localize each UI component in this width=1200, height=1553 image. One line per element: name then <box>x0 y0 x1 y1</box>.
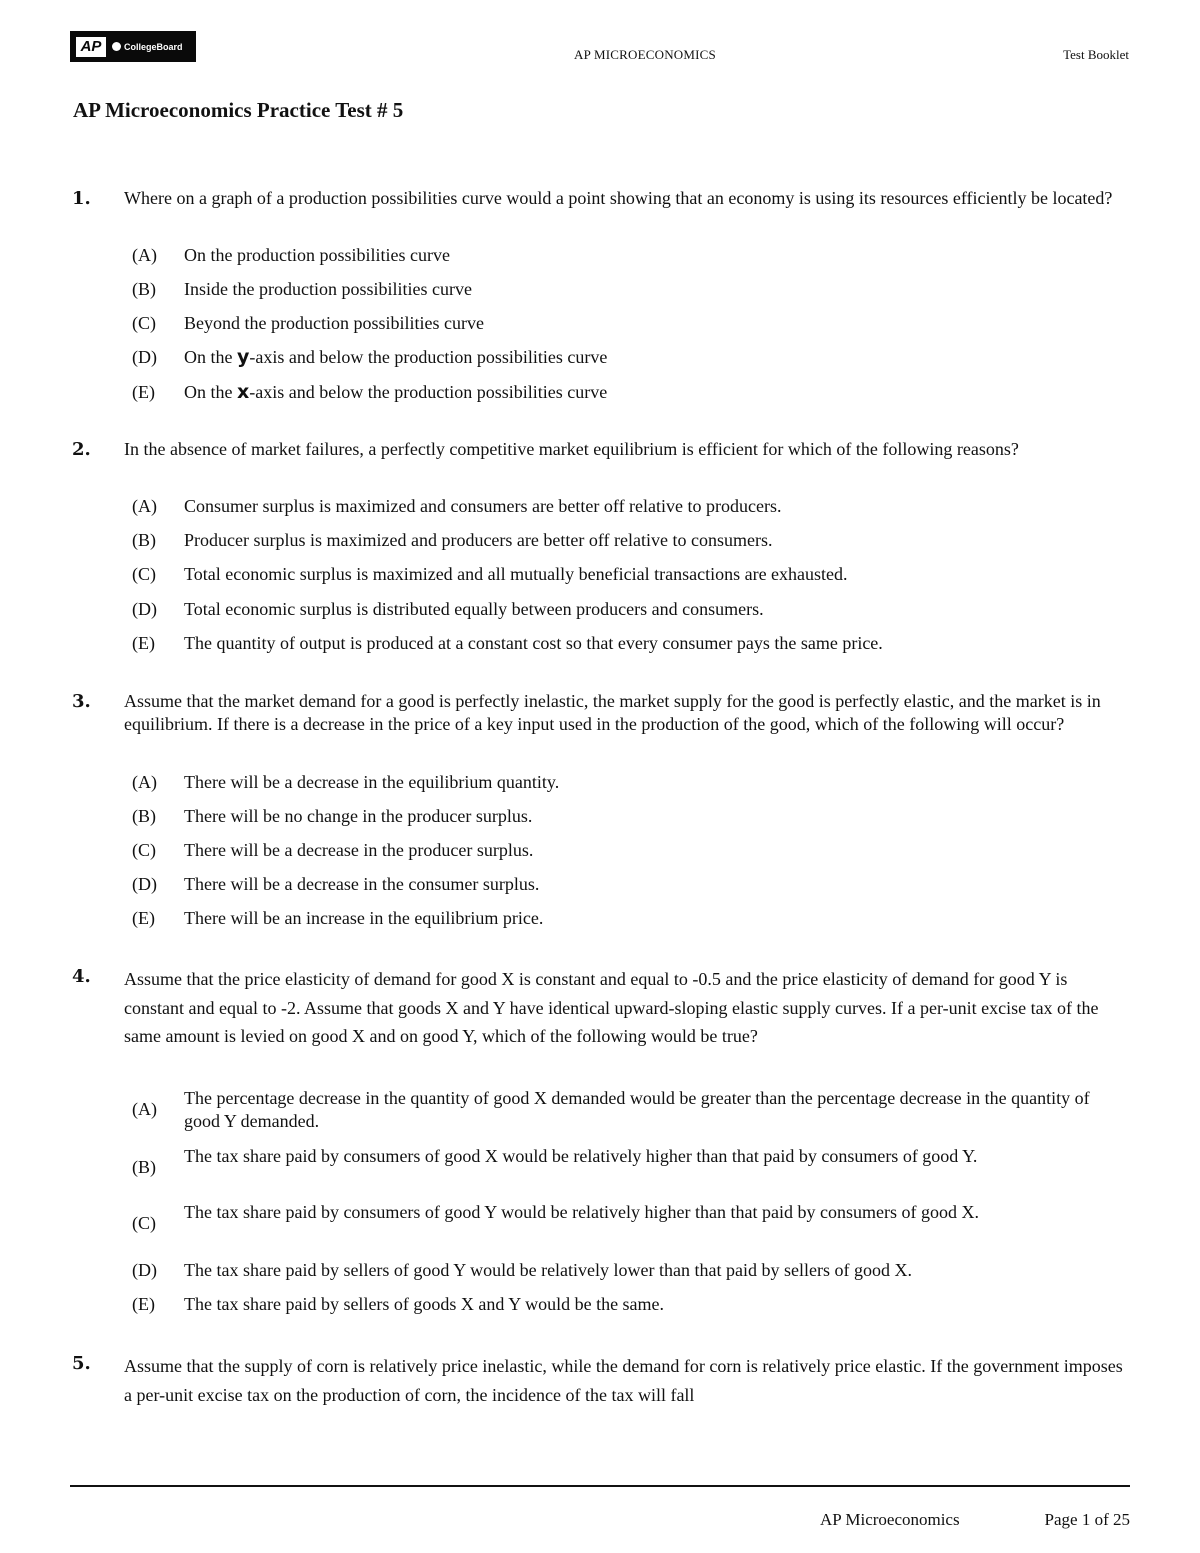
option-label: (B) <box>132 530 156 550</box>
option-text: The tax share paid by sellers of goods X and Y would be the same. <box>184 1294 665 1314</box>
option-text: Total economic surplus is distributed equally between producers and consumers. <box>184 599 764 619</box>
header-subject: AP MICROECONOMICS <box>574 47 716 62</box>
option-text: Total economic surplus is maximized and all mutually beneficial transactions are exhausted. <box>184 564 848 584</box>
ap-logo-text: AP <box>80 38 102 55</box>
option-c[interactable] <box>132 839 1132 863</box>
collegeboard-wordmark: CollegeBoard <box>124 41 183 52</box>
collegeboard-logo-text <box>112 42 183 52</box>
option-e[interactable] <box>132 632 1132 656</box>
option-label: (C) <box>132 564 156 584</box>
option-text: The tax share paid by sellers of good Y would be relatively lower than that paid by sellers of good X. <box>184 1260 912 1280</box>
option-label: (A) <box>132 245 157 265</box>
option-label: (D) <box>132 1260 157 1280</box>
question-text: Assume that the market demand for a good is perfectly inelastic, the market supply for the good is perfectly elastic, and the market is in equilibrium. If there is a decrease in the price of a key input used in the production of the good, which of the following will occur? <box>124 691 1101 734</box>
option-d[interactable] <box>132 873 1132 897</box>
option-a[interactable] <box>132 771 1132 795</box>
option-text: The quantity of output is produced at a constant cost so that every consumer pays the same price. <box>184 633 883 653</box>
option-label: (D) <box>132 874 157 894</box>
option-label: (B) <box>132 279 156 299</box>
option-a[interactable] <box>132 244 1132 268</box>
option-text: There will be a decrease in the consumer surplus. <box>184 874 540 894</box>
option-text-pre: On the <box>184 382 237 402</box>
footer-divider <box>70 1485 1130 1487</box>
option-label: (E) <box>132 633 155 653</box>
option-e[interactable] <box>132 381 1132 405</box>
question-number: 1. <box>72 188 91 209</box>
option-text <box>184 346 1124 369</box>
option-label: (A) <box>132 772 157 792</box>
option-d[interactable] <box>132 598 1132 622</box>
option-d[interactable] <box>132 346 1132 370</box>
option-b[interactable] <box>132 529 1132 553</box>
footer-subject: AP Microeconomics <box>820 1510 960 1529</box>
option-label: (A) <box>132 1099 157 1119</box>
option-text <box>184 381 1124 404</box>
option-b[interactable] <box>132 805 1132 829</box>
option-text: There will be a decrease in the equilibrium quantity. <box>184 772 560 792</box>
axis-variable: y <box>237 346 250 368</box>
option-c[interactable] <box>132 563 1132 587</box>
option-c[interactable] <box>132 312 1132 336</box>
acorn-icon <box>112 42 121 51</box>
option-text: Producer surplus is maximized and producers are better off relative to consumers. <box>184 530 773 550</box>
option-text-pre: On the <box>184 347 237 367</box>
option-label: (E) <box>132 382 155 402</box>
ap-logo-mark <box>76 37 106 57</box>
option-text: The tax share paid by consumers of good X would be relatively higher than that paid by consumers of good Y. <box>184 1146 978 1166</box>
option-label: (C) <box>132 313 156 333</box>
question-text: In the absence of market failures, a perfectly competitive market equilibrium is efficient for which of the following reasons? <box>124 439 1019 459</box>
option-text: There will be a decrease in the producer surplus. <box>184 840 534 860</box>
ap-collegeboard-logo <box>70 31 196 62</box>
option-text-post: -axis and below the production possibilities curve <box>249 382 608 402</box>
question-number: 5. <box>72 1353 91 1374</box>
option-label: (B) <box>132 1157 156 1177</box>
question-number: 2. <box>72 439 91 460</box>
option-text: Beyond the production possibilities curve <box>184 313 484 333</box>
option-label: (D) <box>132 599 157 619</box>
option-text: There will be no change in the producer surplus. <box>184 806 533 826</box>
option-text: The percentage decrease in the quantity of good X demanded would be greater than the percentage decrease in the quantity of good Y demanded. <box>184 1088 1090 1131</box>
option-text: Consumer surplus is maximized and consumers are better off relative to producers. <box>184 496 782 516</box>
option-e[interactable] <box>132 1293 1132 1317</box>
option-text: Inside the production possibilities curve <box>184 279 472 299</box>
option-label: (E) <box>132 908 155 928</box>
option-label: (D) <box>132 347 157 367</box>
option-e[interactable] <box>132 907 1132 931</box>
page-number: Page 1 of 25 <box>1044 1510 1130 1529</box>
option-d[interactable] <box>132 1259 1132 1283</box>
question-text: Where on a graph of a production possibilities curve would a point showing that an economy is using its resources efficiently be located? <box>124 188 1113 208</box>
option-label: (A) <box>132 496 157 516</box>
axis-variable: x <box>237 381 250 403</box>
option-label: (C) <box>132 840 156 860</box>
option-label: (E) <box>132 1294 155 1314</box>
option-text: There will be an increase in the equilibrium price. <box>184 908 544 928</box>
option-label: (B) <box>132 806 156 826</box>
question-number: 3. <box>72 691 91 712</box>
option-b[interactable] <box>132 1145 1132 1191</box>
option-b[interactable] <box>132 278 1132 302</box>
option-label: (C) <box>132 1213 156 1233</box>
option-text: On the production possibilities curve <box>184 245 450 265</box>
option-text: The tax share paid by consumers of good Y would be relatively higher than that paid by consumers of good X. <box>184 1202 979 1222</box>
question-number: 4. <box>72 966 91 987</box>
option-a[interactable] <box>132 495 1132 519</box>
option-a[interactable] <box>132 1087 1132 1133</box>
header-booklet-label: Test Booklet <box>1063 47 1129 62</box>
page-title: AP Microeconomics Practice Test # 5 <box>73 98 404 122</box>
question-text: Assume that the price elasticity of demand for good X is constant and equal to -0.5 and the price elasticity of demand for good Y is constant and equal to -2. Assume that goods X and Y have identical upward-sloping elastic supply curves. If a per-unit excise tax of the same amount is levied on good X and on good Y, which of the following would be true? <box>124 969 1099 1046</box>
option-c[interactable] <box>132 1201 1132 1247</box>
option-text-post: -axis and below the production possibilities curve <box>249 347 608 367</box>
question-text: Assume that the supply of corn is relatively price inelastic, while the demand for corn is relatively price elastic. If the government imposes a per-unit excise tax on the production of corn, the incidence of the tax will fall <box>124 1356 1123 1405</box>
